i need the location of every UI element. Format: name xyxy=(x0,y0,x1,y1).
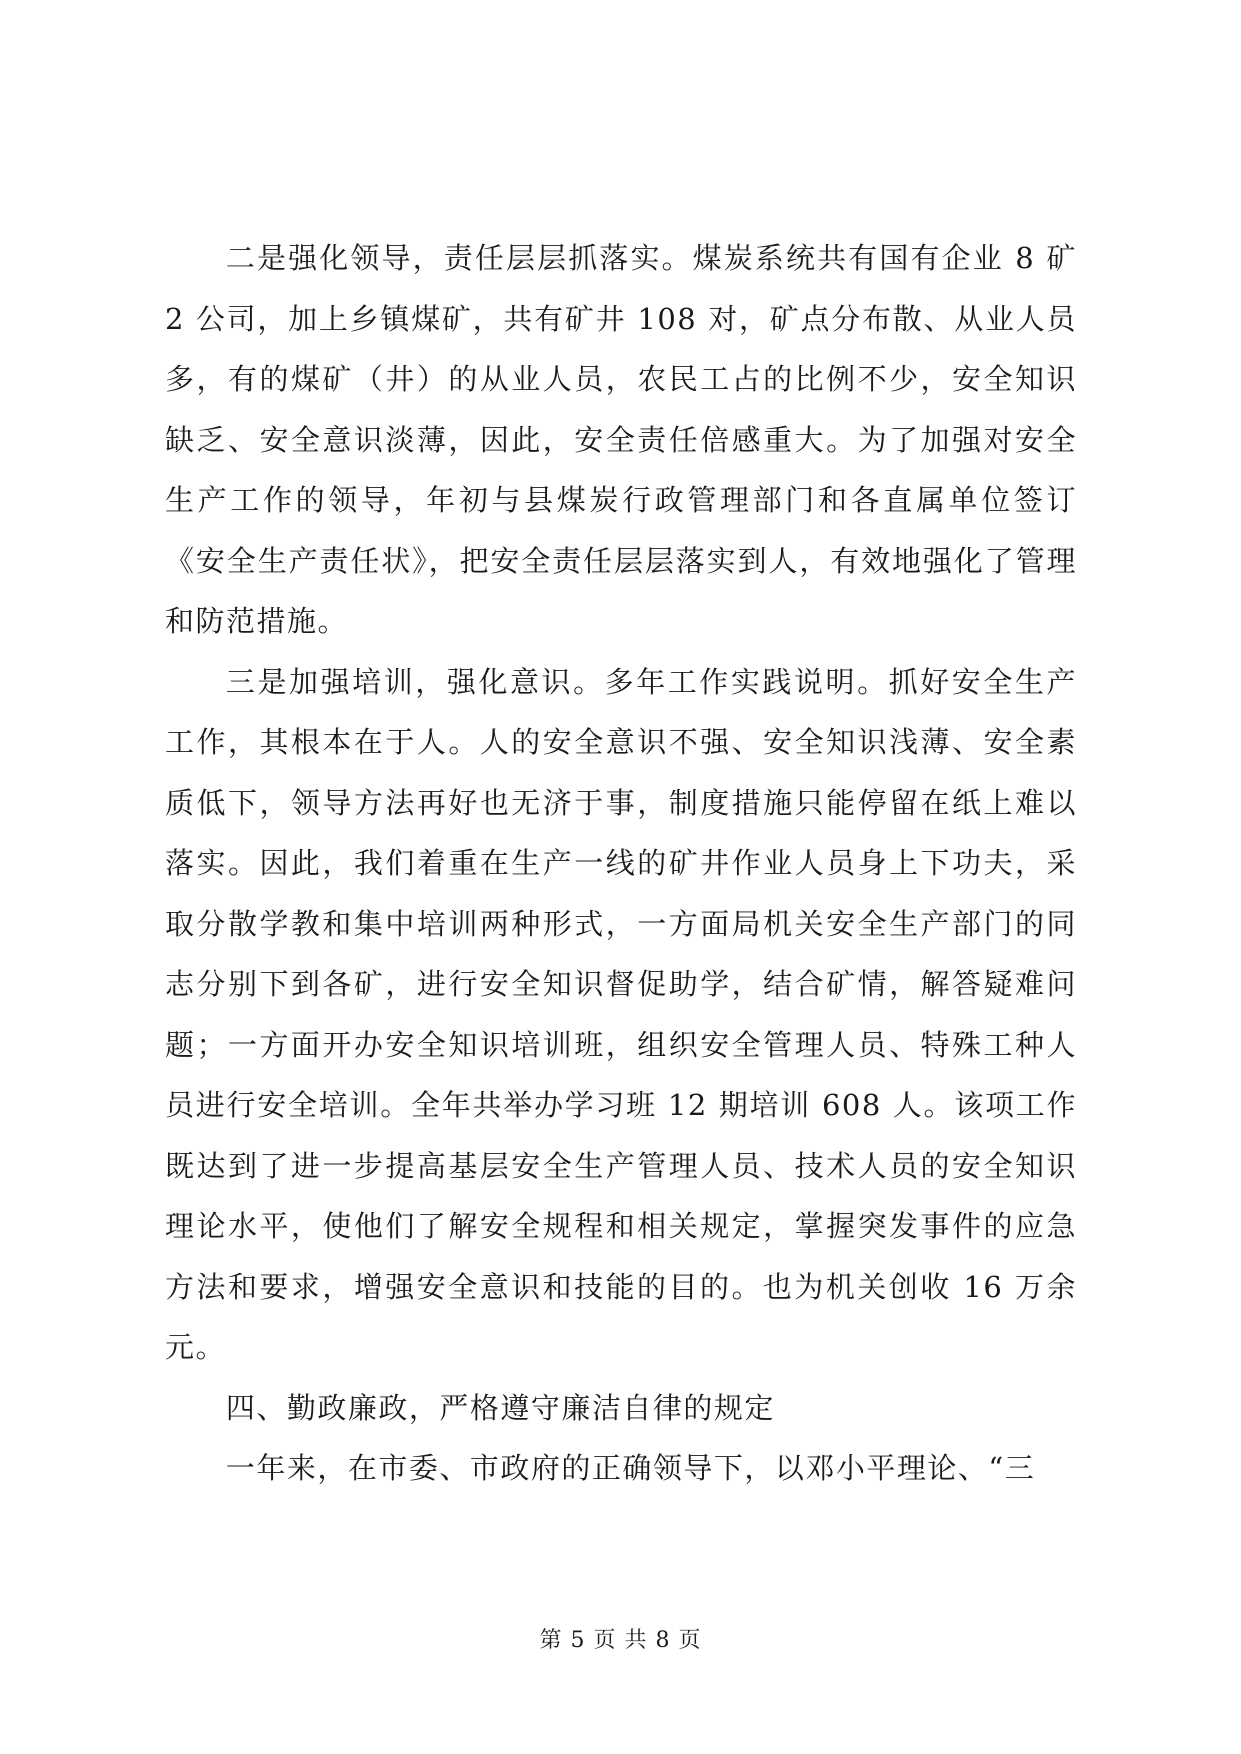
paragraph-year-review: 一年来，在市委、市政府的正确领导下，以邓小平理论、“三 xyxy=(225,1451,1036,1485)
document-body xyxy=(165,228,1077,1499)
section-heading-integrity: 四、勤政廉政，严格遵守廉洁自律的规定 xyxy=(225,1390,775,1425)
paragraph-leadership: 二是强化领导，责任层层抓落实。煤炭系统共有国有企业 8 矿 2 公司，加上乡镇煤矿，共有矿井 108 对，矿点分布散、从业人员多，有的煤矿（井）的从业人员，农民工占的比例不少，安全知识缺乏、安全意识淡薄，因此，安全责任倍感重大。为了加强对安全生产工作的领导，年初与县煤炭行政管理部门和各直属单位签订《安全生产责任状》，把安全责任层层落实到人，有效地强化了管理和防范措施。 xyxy=(165,241,1077,638)
page-number-footer: 第 5 页 共 8 页 xyxy=(539,1628,702,1653)
paragraph-training: 三是加强培训，强化意识。多年工作实践说明。抓好安全生产工作，其根本在于人。人的安全意识不强、安全知识浅薄、安全素质低下，领导方法再好也无济于事，制度措施只能停留在纸上难以落实。因此，我们着重在生产一线的矿井作业人员身上下功夫，采取分散学教和集中培训两种形式，一方面局机关安全生产部门的同志分别下到各矿，进行安全知识督促助学，结合矿情，解答疑难问题；一方面开办安全知识培训班，组织安全管理人员、特殊工种人员进行安全培训。全年共举办学习班 12 期培训 608 人。该项工作既达到了进一步提高基层安全生产管理人员、技术人员的安全知识理论水平，使他们了解安全规程和相关规定，掌握突发事件的应急方法和要求，增强安全意识和技能的目的。也为机关创收 16 万余元。 xyxy=(165,664,1077,1364)
